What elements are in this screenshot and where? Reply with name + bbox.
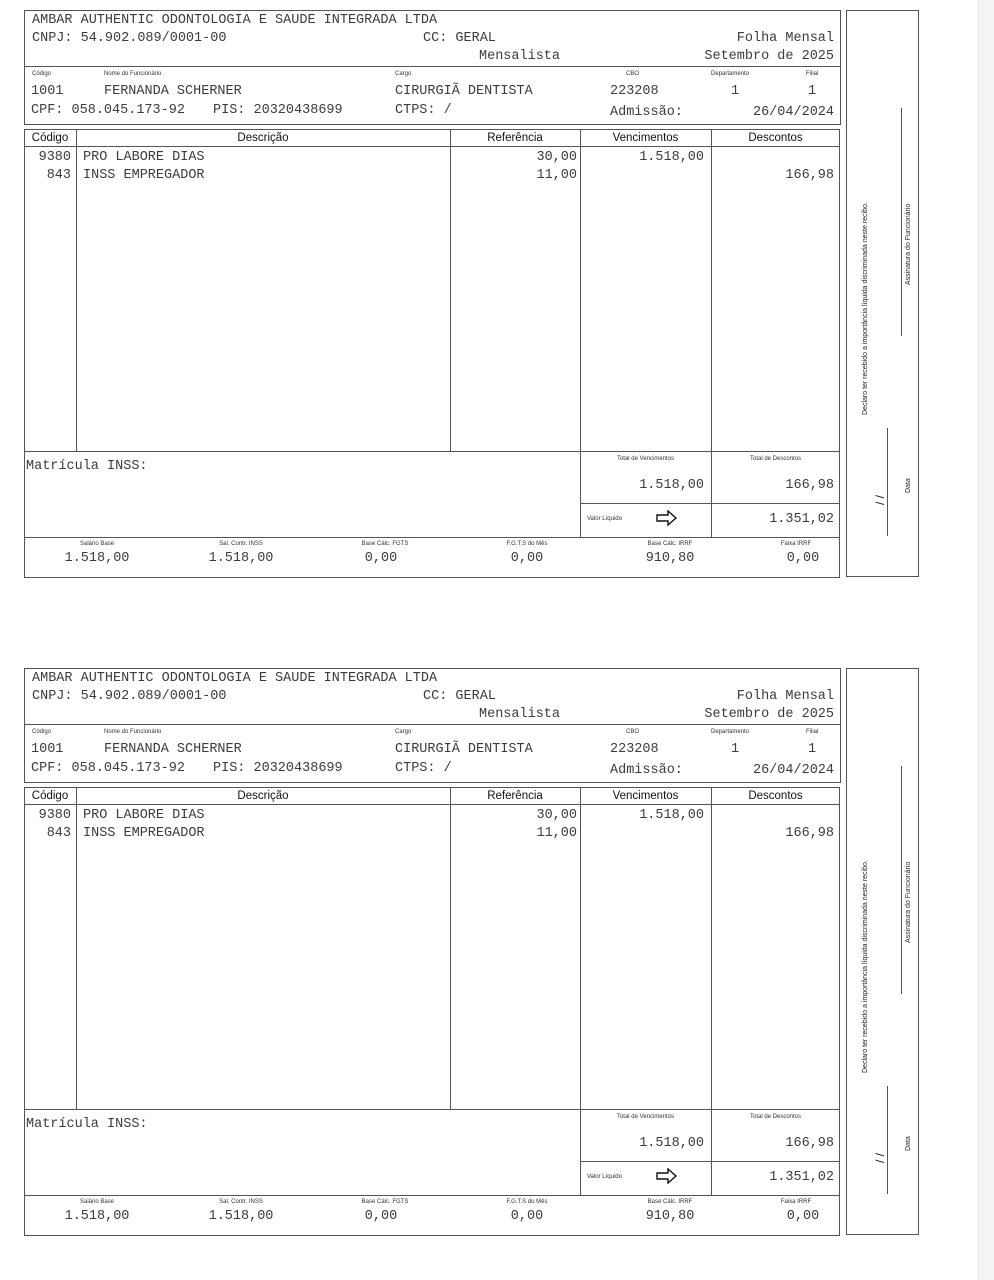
employee-pis: PIS: 20320438699 — [213, 103, 343, 118]
base-value: 910,80 — [645, 1209, 695, 1224]
admission-label: Admissão: — [610, 763, 683, 778]
label-branch: Filial — [806, 729, 819, 735]
cnpj: CNPJ: 54.902.089/0001-00 — [32, 689, 227, 704]
row-reference: 30,00 — [536, 808, 577, 823]
admission-label: Admissão: — [610, 105, 683, 120]
date-slashes: / / — [873, 1152, 887, 1163]
base-label: Sal. Contr. INSS — [219, 541, 263, 547]
divider — [24, 66, 841, 67]
header-reference: Referência — [487, 132, 543, 144]
column-divider — [711, 1109, 712, 1195]
arrow-right-icon — [656, 510, 678, 526]
company-name: AMBAR AUTHENTIC ODONTOLOGIA E SAUDE INTEGRADA LTDA — [32, 671, 438, 686]
employee-cpf: CPF: 058.045.173-92 — [31, 761, 185, 776]
row-code: 843 — [46, 168, 71, 183]
employee-cbo: 223208 — [610, 84, 659, 99]
row-code: 843 — [46, 826, 71, 841]
divider — [24, 537, 840, 538]
base-value: 910,80 — [645, 551, 695, 566]
total-earnings-label: Total de Vencimentos — [616, 456, 675, 462]
category: Mensalista — [479, 49, 561, 64]
employee-name: FERNANDA SCHERNER — [104, 84, 242, 99]
payslip — [0, 0, 994, 600]
total-earnings-label: Total de Vencimentos — [616, 1114, 675, 1120]
base-label: Faixa IRRF — [780, 1199, 812, 1205]
employee-code: 1001 — [31, 742, 64, 757]
employee-name: FERNANDA SCHERNER — [104, 742, 242, 757]
column-divider — [580, 1109, 581, 1195]
date-line — [887, 1086, 888, 1194]
arrow-right-icon — [656, 1168, 678, 1184]
employee-role: CIRURGIÃ DENTISTA — [395, 742, 533, 757]
label-branch: Filial — [806, 71, 819, 77]
label-code: Código — [32, 71, 52, 77]
net-label: Valor Líquido — [587, 1174, 622, 1180]
header-code: Código — [31, 132, 69, 144]
column-divider — [711, 129, 712, 452]
date-line — [887, 428, 888, 536]
employee-cbo: 223208 — [610, 742, 659, 757]
row-code: 9380 — [38, 808, 71, 823]
net-value: 1.351,02 — [769, 1170, 834, 1185]
label-cbo: CBO — [626, 729, 640, 735]
base-label: Base Cálc. IRRF — [647, 1199, 693, 1205]
base-value: 1.518,00 — [208, 1209, 274, 1224]
employee-department: 1 — [731, 84, 740, 99]
cnpj: CNPJ: 54.902.089/0001-00 — [32, 31, 227, 46]
admission-date: 26/04/2024 — [752, 763, 834, 778]
base-label: Salário Base — [79, 1199, 115, 1205]
divider — [24, 1195, 840, 1196]
column-divider — [76, 129, 77, 452]
header-earnings: Vencimentos — [612, 790, 679, 802]
row-deductions: 166,98 — [785, 826, 834, 841]
payslip — [0, 658, 994, 1258]
employee-pis: PIS: 20320438699 — [213, 761, 343, 776]
base-value: 0,00 — [510, 551, 544, 566]
base-value: 1.518,00 — [64, 1209, 130, 1224]
admission-date: 26/04/2024 — [752, 105, 834, 120]
row-description: INSS EMPREGADOR — [83, 168, 205, 183]
base-value: 0,00 — [364, 1209, 398, 1224]
column-divider — [450, 787, 451, 1110]
header-deductions: Descontos — [748, 132, 803, 144]
header-code: Código — [31, 790, 69, 802]
divider — [580, 1161, 840, 1162]
label-employee-name: Nome do Funcionário — [104, 71, 162, 77]
base-value: 0,00 — [510, 1209, 544, 1224]
divider — [24, 724, 841, 725]
total-deductions: 166,98 — [785, 478, 834, 493]
row-reference: 11,00 — [536, 168, 577, 183]
table-header-divider — [24, 804, 840, 805]
row-description: PRO LABORE DIAS — [83, 150, 205, 165]
total-deductions-label: Total de Descontos — [749, 1114, 802, 1120]
label-department: Departamento — [711, 71, 750, 77]
row-reference: 11,00 — [536, 826, 577, 841]
date-label: Data — [905, 1136, 912, 1151]
total-earnings: 1.518,00 — [639, 478, 704, 493]
total-deductions: 166,98 — [785, 1136, 834, 1151]
employee-ctps: CTPS: / — [395, 761, 452, 776]
employee-code: 1001 — [31, 84, 64, 99]
date-label: Data — [905, 478, 912, 493]
base-value: 0,00 — [786, 551, 820, 566]
signature-line — [901, 108, 902, 336]
period: Setembro de 2025 — [704, 49, 834, 64]
row-earnings: 1.518,00 — [639, 808, 704, 823]
label-cbo: CBO — [626, 71, 640, 77]
net-label: Valor Líquido — [587, 516, 622, 522]
base-label: Faixa IRRF — [780, 541, 812, 547]
signature-label: Assinatura do Funcionário — [905, 861, 912, 943]
label-role: Cargo — [395, 729, 412, 735]
row-earnings: 1.518,00 — [639, 150, 704, 165]
date-slashes: / / — [873, 494, 887, 505]
inss-registration-label: Matrícula INSS: — [26, 1117, 148, 1132]
label-role: Cargo — [395, 71, 412, 77]
table-header-divider — [24, 146, 840, 147]
header-description: Descrição — [237, 132, 289, 144]
column-divider — [711, 787, 712, 1110]
base-label: F.G.T.S do Mês — [506, 1199, 548, 1205]
total-earnings: 1.518,00 — [639, 1136, 704, 1151]
column-divider — [580, 451, 581, 537]
sheet-type: Folha Mensal — [736, 689, 834, 704]
net-value: 1.351,02 — [769, 512, 834, 527]
base-value: 1.518,00 — [64, 551, 130, 566]
cost-center: CC: GERAL — [423, 31, 496, 46]
employee-branch: 1 — [808, 84, 817, 99]
inss-registration-label: Matrícula INSS: — [26, 459, 148, 474]
row-reference: 30,00 — [536, 150, 577, 165]
cost-center: CC: GERAL — [423, 689, 496, 704]
sheet-type: Folha Mensal — [736, 31, 834, 46]
column-divider — [76, 787, 77, 1110]
declaration-text: Declaro ter recebido a importância líquida discriminada neste recibo. — [862, 202, 869, 415]
employee-branch: 1 — [808, 742, 817, 757]
base-label: Base Cálc. FGTS — [361, 541, 409, 547]
header-deductions: Descontos — [748, 790, 803, 802]
row-deductions: 166,98 — [785, 168, 834, 183]
column-divider — [711, 451, 712, 537]
employee-ctps: CTPS: / — [395, 103, 452, 118]
base-value: 0,00 — [786, 1209, 820, 1224]
declaration-text: Declaro ter recebido a importância líquida discriminada neste recibo. — [862, 860, 869, 1073]
row-code: 9380 — [38, 150, 71, 165]
employee-department: 1 — [731, 742, 740, 757]
period: Setembro de 2025 — [704, 707, 834, 722]
label-department: Departamento — [711, 729, 750, 735]
base-label: F.G.T.S do Mês — [506, 541, 548, 547]
signature-label: Assinatura do Funcionário — [905, 203, 912, 285]
company-name: AMBAR AUTHENTIC ODONTOLOGIA E SAUDE INTEGRADA LTDA — [32, 13, 438, 28]
label-code: Código — [32, 729, 52, 735]
column-divider — [580, 787, 581, 1110]
base-label: Salário Base — [79, 541, 115, 547]
row-description: PRO LABORE DIAS — [83, 808, 205, 823]
category: Mensalista — [479, 707, 561, 722]
base-label: Base Cálc. FGTS — [361, 1199, 409, 1205]
base-label: Sal. Contr. INSS — [219, 1199, 263, 1205]
employee-role: CIRURGIÃ DENTISTA — [395, 84, 533, 99]
label-employee-name: Nome do Funcionário — [104, 729, 162, 735]
header-description: Descrição — [237, 790, 289, 802]
divider — [580, 503, 840, 504]
signature-line — [901, 766, 902, 994]
base-value: 1.518,00 — [208, 551, 274, 566]
base-label: Base Cálc. IRRF — [647, 541, 693, 547]
total-deductions-label: Total de Descontos — [749, 456, 802, 462]
column-divider — [580, 129, 581, 452]
base-value: 0,00 — [364, 551, 398, 566]
column-divider — [450, 129, 451, 452]
employee-cpf: CPF: 058.045.173-92 — [31, 103, 185, 118]
row-description: INSS EMPREGADOR — [83, 826, 205, 841]
header-earnings: Vencimentos — [612, 132, 679, 144]
header-reference: Referência — [487, 790, 543, 802]
